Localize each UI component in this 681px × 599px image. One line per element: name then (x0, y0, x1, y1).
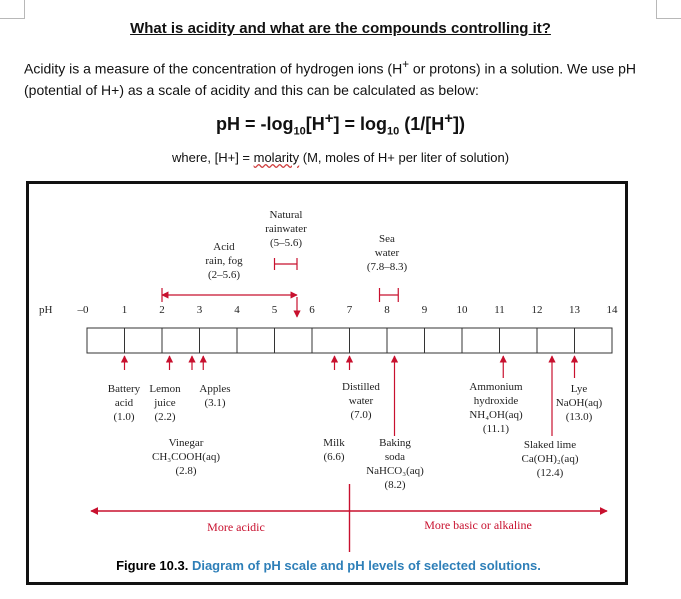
ph-tick-label: 10 (456, 304, 468, 316)
ammonium-hydroxide-label: (11.1) (482, 423, 510, 435)
natural-rainwater-label: Natural (269, 209, 303, 221)
caption-label: Figure 10.3. (116, 558, 189, 573)
ph-formula (0, 110, 681, 138)
ph-tick-label: 14 (606, 304, 618, 316)
battery-acid-label: acid (114, 397, 134, 409)
natural-rainwater-label: (5–5.6) (269, 237, 303, 249)
ph-scale-box (425, 328, 463, 353)
lemon-juice-label: juice (154, 397, 176, 409)
formula-part: pH = -log (215, 114, 294, 134)
ph-tick-label: 7 (346, 304, 353, 316)
distilled-water-label: Distilled (342, 381, 380, 393)
ph-scale-box (200, 328, 238, 353)
battery-acid-label: (1.0) (113, 411, 135, 423)
ammonium-hydroxide-label: NH₄OH(aq) (469, 409, 523, 421)
formula-part: (1/[H (399, 114, 445, 134)
formula-sub: 10 (387, 125, 400, 138)
sea-water-label: water (374, 247, 400, 259)
ph-tick-label: 13 (569, 304, 580, 316)
ph-scale-box (387, 328, 425, 353)
milk-label: Milk (323, 437, 345, 449)
acid-rain-label: Acid (213, 241, 235, 253)
corner-mark-right (656, 0, 681, 19)
formula-part: ] = log (333, 114, 387, 134)
slaked-lime-label: (12.4) (536, 467, 564, 479)
formula-sup: + (324, 110, 334, 127)
vinegar-label: Vinegar (168, 437, 204, 449)
caption-text: Diagram of pH scale and pH levels of selected solutions. (188, 558, 541, 573)
page-title: What is acidity and what are the compounds controlling it? (130, 20, 551, 37)
ph-tick-label: 11 (494, 304, 505, 316)
baking-soda-label: Baking (379, 437, 411, 449)
vinegar-label: (2.8) (175, 465, 197, 477)
slaked-lime-label: Ca(OH)₂(aq) (521, 453, 579, 465)
more-acidic-label: More acidic (207, 520, 265, 534)
ph-tick-label: 6 (309, 304, 315, 316)
ph-tick-label: 4 (234, 304, 240, 316)
acid-rain-label: (2–5.6) (207, 269, 241, 281)
ph-scale-box (125, 328, 163, 353)
ph-scale-box (275, 328, 313, 353)
ph-scale-box (237, 328, 275, 353)
ph-scale-box (537, 328, 575, 353)
ph-scale-figure (26, 181, 628, 585)
baking-soda-label: soda (384, 451, 406, 463)
ph-tick-label: –0 (77, 304, 89, 316)
ammonium-hydroxide-label: Ammonium (469, 381, 523, 393)
ph-tick-label: 3 (196, 304, 203, 316)
ph-tick-label: 5 (271, 304, 278, 316)
intro-paragraph (24, 54, 654, 101)
intro-text-2: or protons) in a solution. We use pH (potential of H+) as a scale of acidity and this can be calculated as below: (24, 60, 636, 98)
where-line (0, 150, 681, 165)
intro-text-1: Acidity is a measure of the concentration of hydrogen ions (H (24, 60, 403, 77)
ph-scale-diagram (29, 184, 625, 582)
ph-scale-box (312, 328, 350, 353)
apples-label: (3.1) (204, 397, 226, 409)
more-basic-label: More basic or alkaline (424, 518, 532, 532)
baking-soda-label: NaHCO₃(aq) (366, 465, 424, 477)
formula-sub: 10 (293, 125, 306, 138)
ph-scale-box (575, 328, 613, 353)
formula-part: ]) (453, 114, 466, 134)
ph-tick-label: 9 (421, 304, 428, 316)
lemon-juice-label: Lemon (149, 383, 181, 395)
ph-tick-label: 12 (531, 304, 543, 316)
ph-tick-label: 1 (121, 304, 128, 316)
ph-scale-box (162, 328, 200, 353)
lye-label: (13.0) (565, 411, 593, 423)
lye-label: Lye (570, 383, 588, 395)
ph-scale-box (500, 328, 538, 353)
ph-scale-box (87, 328, 125, 353)
apples-label: Apples (199, 383, 231, 395)
ph-scale-prefix: pH (39, 304, 53, 316)
distilled-water-label: (7.0) (350, 409, 372, 421)
where-prefix: where, [H+] = (171, 150, 254, 165)
formula-part: [H (305, 114, 325, 134)
baking-soda-label: (8.2) (384, 479, 406, 491)
sea-water-label: (7.8–8.3) (366, 261, 408, 273)
sea-water-label: Sea (379, 233, 395, 245)
formula-sup: + (444, 110, 454, 127)
corner-mark-left (0, 0, 25, 19)
where-term: molarity (253, 150, 300, 165)
where-suffix: (M, moles of H+ per liter of solution) (299, 150, 510, 165)
ph-tick-label: 2 (159, 304, 165, 316)
intro-sup: + (402, 58, 410, 71)
natural-rainwater-label: rainwater (265, 223, 307, 235)
ammonium-hydroxide-label: hydroxide (473, 395, 519, 407)
ph-scale-box (462, 328, 500, 353)
distilled-water-label: water (348, 395, 374, 407)
slaked-lime-label: Slaked lime (523, 439, 577, 451)
lemon-juice-label: (2.2) (154, 411, 176, 423)
milk-label: (6.6) (323, 451, 345, 463)
battery-acid-label: Battery (107, 383, 141, 395)
ph-tick-label: 8 (384, 304, 390, 316)
vinegar-label: CH₃COOH(aq) (152, 451, 220, 463)
ph-scale-box (350, 328, 388, 353)
acid-rain-label: rain, fog (205, 255, 243, 267)
figure-caption (0, 558, 657, 573)
lye-label: NaOH(aq) (555, 397, 603, 409)
